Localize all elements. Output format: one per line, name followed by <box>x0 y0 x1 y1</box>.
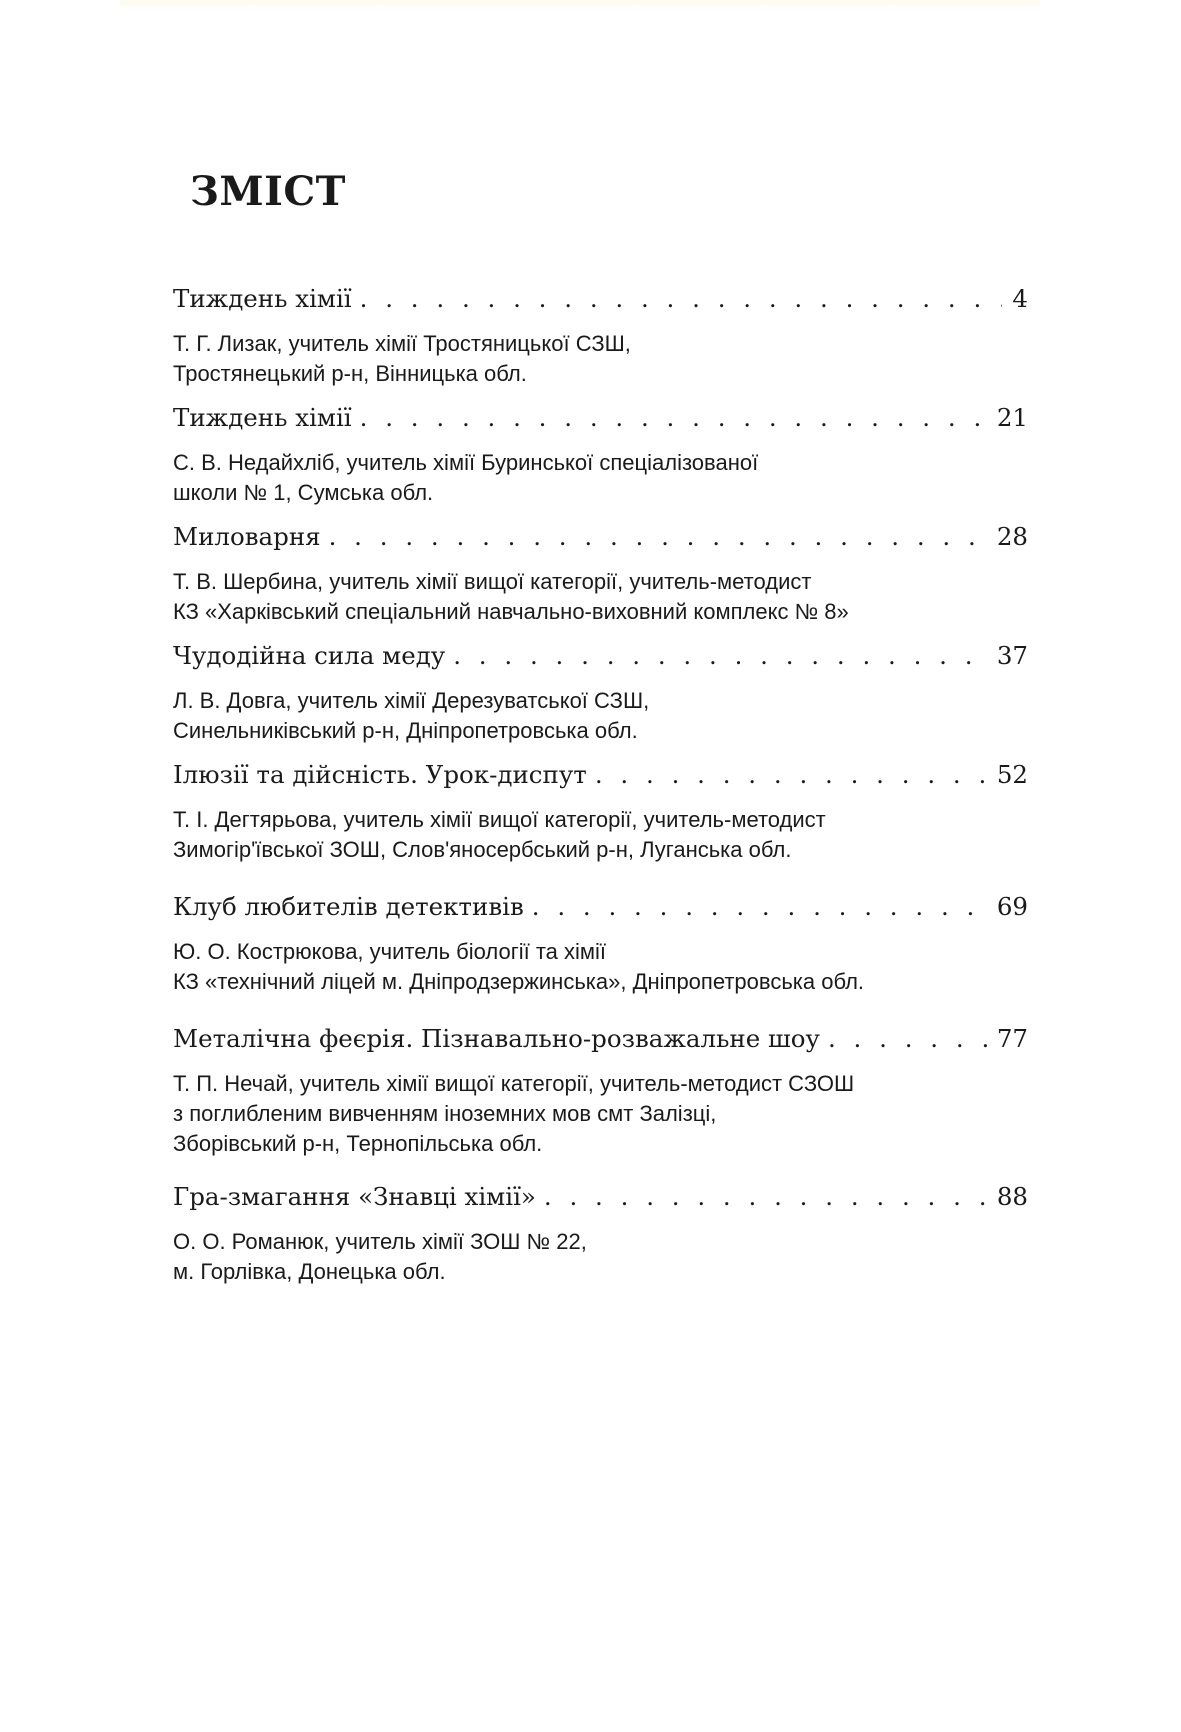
author-line: Синельниківський р-н, Дніпропетровська обл. <box>173 718 638 743</box>
toc-entry-author <box>173 937 1028 997</box>
toc-page-number: 77 <box>996 1024 1028 1053</box>
toc-page-number: 69 <box>996 892 1028 921</box>
author-line: школи № 1, Сумська обл. <box>173 480 434 505</box>
toc-entry-heading <box>173 283 1028 315</box>
toc-entry-title: Клуб любителів детективів <box>173 892 524 921</box>
toc-page-number: 4 <box>1012 284 1028 313</box>
author-line: Зборівський р-н, Тернопільська обл. <box>173 1131 543 1156</box>
toc-entry <box>173 521 1028 640</box>
toc-entry <box>173 640 1028 759</box>
author-line: Зимогір'ївської ЗОШ, Слов'яносербський р-н, Луганська обл. <box>173 837 792 862</box>
toc-entry-author <box>173 1069 1028 1159</box>
toc-entry-title: Металічна феєрія. Пізнавально-розважальне шоу <box>173 1024 820 1053</box>
toc-dot-leader <box>453 640 987 672</box>
page-title: ЗМІСТ <box>190 168 346 215</box>
toc-entry-heading <box>173 891 1028 923</box>
author-line: Л. В. Довга, учитель хімії Дерезуватської СЗШ, <box>173 688 650 713</box>
author-line: Тростянецький р-н, Вінницька обл. <box>173 361 527 386</box>
toc-entry <box>173 1023 1028 1181</box>
toc-page-number: 52 <box>996 760 1028 789</box>
toc-entry-heading <box>173 640 1028 672</box>
toc-entry-heading <box>173 1023 1028 1055</box>
table-of-contents <box>173 283 1028 1287</box>
toc-entry-heading <box>173 759 1028 791</box>
toc-entry-title: Тиждень хімії <box>173 403 352 432</box>
toc-entry-author <box>173 686 1028 746</box>
author-line: Т. Г. Лизак, учитель хімії Тростяницької СЗШ, <box>173 331 631 356</box>
author-line: О. О. Романюк, учитель хімії ЗОШ № 22, <box>173 1229 587 1254</box>
toc-entry-title: Чудодійна сила меду <box>173 641 446 670</box>
toc-entry-author <box>173 567 1028 627</box>
toc-entry-heading <box>173 402 1028 434</box>
toc-entry-author <box>173 448 1028 508</box>
toc-entry-author <box>173 329 1028 389</box>
toc-entry <box>173 283 1028 402</box>
author-line: Т. В. Шербина, учитель хімії вищої категорії, учитель-методист <box>173 569 812 594</box>
toc-entry <box>173 891 1028 1023</box>
toc-entry <box>173 402 1028 521</box>
toc-dot-leader <box>360 402 987 434</box>
author-line: з поглибленим вивченням іноземних мов смт Залізці, <box>173 1101 717 1126</box>
toc-dot-leader <box>329 521 987 553</box>
toc-entry-heading <box>173 1181 1028 1213</box>
author-line: КЗ «Харківський спеціальний навчально-виховний комплекс № 8» <box>173 599 849 624</box>
toc-entry-heading <box>173 521 1028 553</box>
author-line: С. В. Недайхліб, учитель хімії Буринської спеціалізованої <box>173 450 759 475</box>
toc-dot-leader <box>544 1181 987 1213</box>
author-line: м. Горлівка, Донецька обл. <box>173 1259 446 1284</box>
toc-entry <box>173 759 1028 891</box>
toc-page-number: 28 <box>996 522 1028 551</box>
toc-entry-author <box>173 805 1028 865</box>
toc-entry <box>173 1181 1028 1287</box>
author-line: КЗ «технічний ліцей м. Дніпродзержинська», Дніпропетровська обл. <box>173 969 865 994</box>
toc-entry-title: Ілюзії та дійсність. Урок-диспут <box>173 760 587 789</box>
toc-page-number: 88 <box>996 1182 1028 1211</box>
toc-entry-title: Гра-змагання «Знавці хімії» <box>173 1182 536 1211</box>
toc-dot-leader <box>595 759 987 791</box>
toc-entry-title: Миловарня <box>173 522 321 551</box>
top-edge-band <box>120 0 1040 10</box>
toc-page-number: 21 <box>996 403 1028 432</box>
toc-entry-title: Тиждень хімії <box>173 284 352 313</box>
author-line: Т. П. Нечай, учитель хімії вищої категорії, учитель-методист СЗОШ <box>173 1071 855 1096</box>
toc-dot-leader <box>360 283 1003 315</box>
author-line: Ю. О. Кострюкова, учитель біології та хімії <box>173 939 607 964</box>
toc-dot-leader <box>532 891 987 923</box>
toc-entry-author <box>173 1227 1028 1287</box>
toc-page-number: 37 <box>996 641 1028 670</box>
author-line: Т. І. Дегтярьова, учитель хімії вищої категорії, учитель-методист <box>173 807 826 832</box>
toc-dot-leader <box>828 1023 987 1055</box>
